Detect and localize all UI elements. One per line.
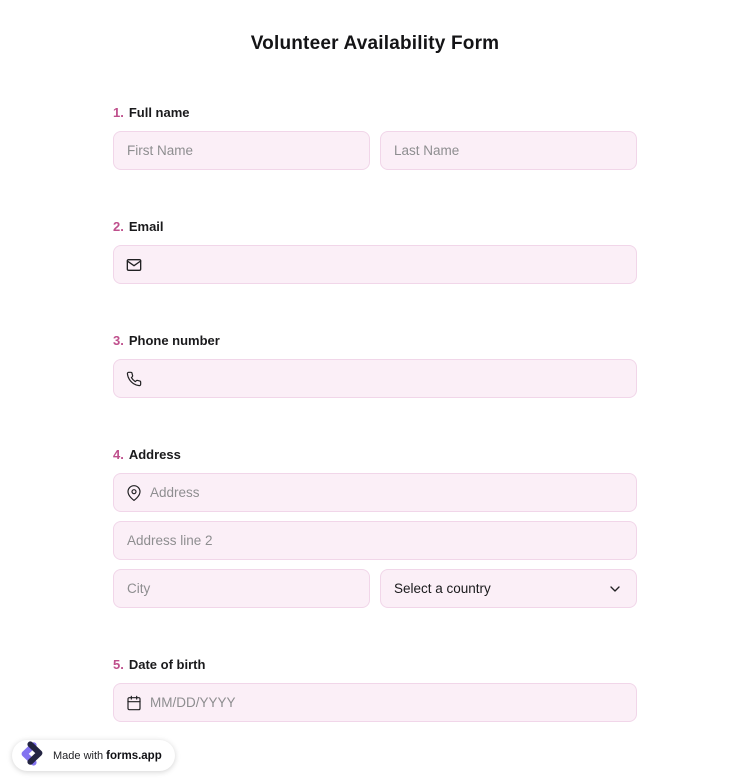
question-date-of-birth bbox=[113, 656, 637, 722]
question-label bbox=[113, 332, 637, 349]
question-email bbox=[113, 218, 637, 284]
question-label bbox=[113, 656, 637, 673]
city-input[interactable] bbox=[113, 569, 370, 608]
question-label bbox=[113, 104, 637, 121]
country-select[interactable] bbox=[380, 569, 637, 608]
forms-app-brand-label: forms.app bbox=[106, 749, 162, 762]
country-select-value: Select a country bbox=[394, 581, 491, 596]
date-of-birth-input[interactable] bbox=[113, 683, 637, 722]
address-line2-input[interactable] bbox=[113, 521, 637, 560]
question-number: 2. bbox=[113, 219, 124, 234]
form-title: Volunteer Availability Form bbox=[250, 33, 500, 54]
made-with-label: Made with bbox=[53, 749, 104, 762]
question-title: Full name bbox=[128, 105, 190, 120]
question-address bbox=[113, 446, 637, 608]
chevron-down-icon bbox=[607, 581, 623, 597]
address-line1-input[interactable] bbox=[113, 473, 637, 512]
question-full-name bbox=[113, 104, 637, 170]
forms-app-logo-icon bbox=[17, 737, 47, 770]
question-title: Email bbox=[128, 219, 164, 234]
question-title: Phone number bbox=[128, 333, 220, 348]
question-number: 4. bbox=[113, 447, 124, 462]
question-number: 5. bbox=[113, 657, 124, 672]
question-label bbox=[113, 446, 637, 463]
first-name-input[interactable] bbox=[113, 131, 370, 170]
question-title: Address bbox=[128, 447, 181, 462]
email-input[interactable] bbox=[113, 245, 637, 284]
question-number: 1. bbox=[113, 105, 124, 120]
last-name-input[interactable] bbox=[380, 131, 637, 170]
question-label bbox=[113, 218, 637, 235]
phone-input[interactable] bbox=[113, 359, 637, 398]
question-title: Date of birth bbox=[128, 657, 206, 672]
made-with-badge[interactable] bbox=[12, 740, 175, 771]
form-body bbox=[113, 104, 637, 722]
question-phone bbox=[113, 332, 637, 398]
question-number: 3. bbox=[113, 333, 124, 348]
